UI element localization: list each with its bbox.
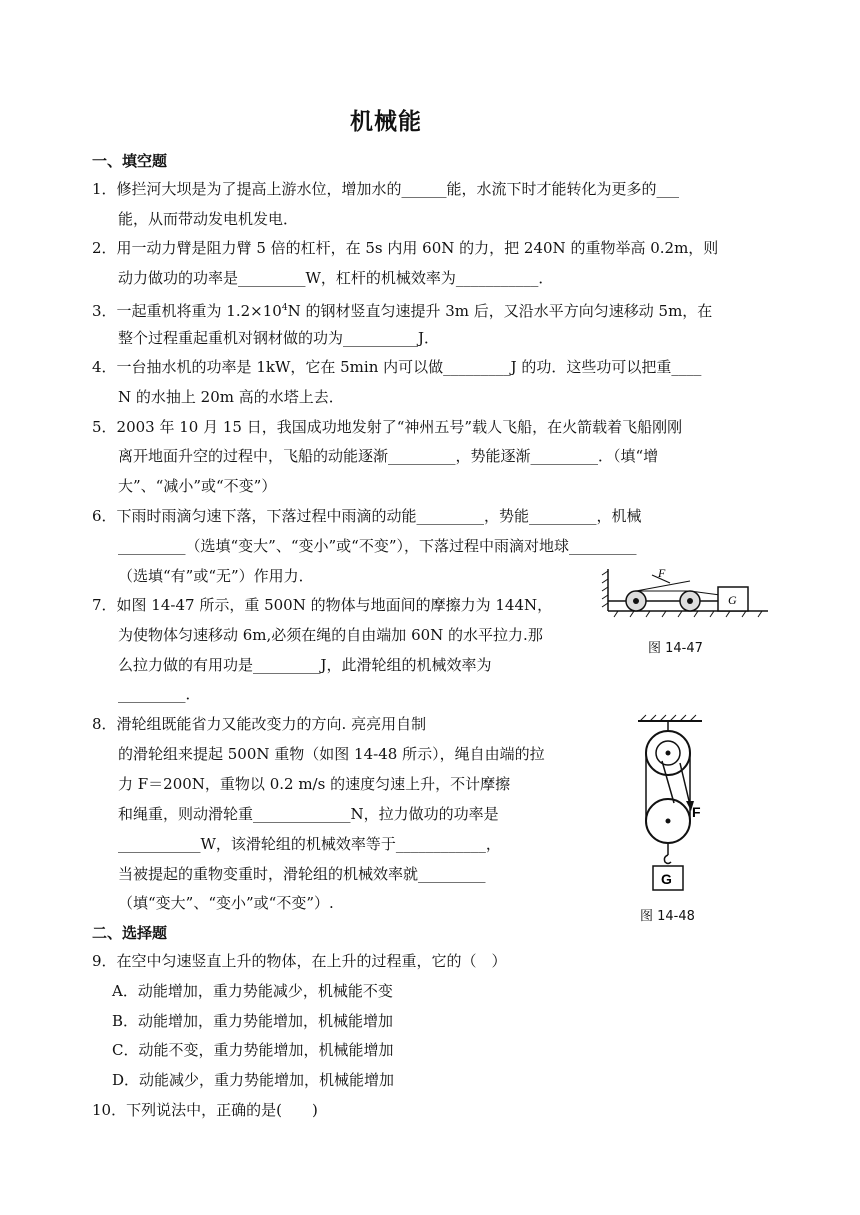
figure-14-48: [630, 713, 710, 903]
question-5-line-1: 5．2003 年 10 月 15 日，我国成功地发射了“神州五号”载人飞船，在火箭载着飞船刚刚: [92, 418, 683, 436]
pulley-right-hub: [687, 598, 693, 604]
page-title: 机械能: [350, 109, 422, 135]
rope: [636, 591, 720, 595]
question-5-line-2: 离开地面升空的过程中，飞船的动能逐渐_________，势能逐渐_________．（填“增: [118, 447, 659, 465]
question-2-line-1: 2．用一动力臂是阻力臂 5 倍的杠杆，在 5s 内用 60N 的力，把 240N 的重物举高 0.2m，则: [92, 239, 719, 257]
question-8-line-2: 的滑轮组来提起 500N 重物（如图 14-48 所示），绳自由端的拉: [118, 745, 545, 763]
weight-label: G: [661, 871, 672, 887]
hook: [664, 855, 671, 864]
question-8-line-1: 8．滑轮组既能省力又能改变力的方向. 亮亮用自制: [92, 715, 427, 733]
question-3-text-b: N 的钢材竖直匀速提升 3m 后，又沿水平方向匀速移动 5m，在: [287, 302, 713, 320]
question-8-line-5: ___________W，该滑轮组的机械效率等于____________，: [118, 835, 501, 853]
force-label: F: [658, 566, 666, 580]
question-9-stem: 9．在空中匀速竖直上升的物体，在上升的过程重，它的（ ）: [92, 952, 507, 970]
movable-pulley-hub: [666, 819, 671, 824]
question-7-line-1: 7．如图 14-47 所示，重 500N 的物体与地面间的摩擦力为 144N，: [92, 596, 553, 614]
pulley-left-hub: [633, 598, 639, 604]
section-fill-heading: 一、填空题: [92, 152, 168, 170]
question-8-line-7: （填“变大”、“变小”或“不变”）.: [118, 894, 334, 912]
question-3-line-1: [92, 297, 712, 322]
figure-14-47: [600, 565, 770, 620]
force-label: F: [692, 804, 701, 820]
question-1-line-2: 能，从而带动发电机发电．: [118, 210, 299, 228]
section-choice-heading: 二、选择题: [92, 924, 168, 942]
question-4-line-1: 4．一台抽水机的功率是 1kW，它在 5min 内可以做_________J 的功．这些功可以把重____: [92, 358, 702, 376]
question-8-line-4: 和绳重，则动滑轮重_____________N，拉力做功的功率是: [118, 805, 499, 823]
question-4-line-2: N 的水抽上 20m 高的水塔上去．: [118, 388, 344, 406]
question-10-stem: 10．下列说法中，正确的是( ): [92, 1101, 318, 1119]
question-3-line-2: 整个过程重起重机对钢材做的功为__________J．: [118, 329, 440, 347]
question-6-line-1: 6．下雨时雨滴匀速下落，下落过程中雨滴的动能_________，势能_________，机械: [92, 507, 642, 525]
question-5-line-3: 大”、“减小”或“不变”）: [118, 477, 277, 495]
figure-14-48-caption: 图 14-48: [640, 909, 695, 924]
question-8-line-6: 当被提起的重物变重时，滑轮组的机械效率就_________: [118, 865, 486, 883]
question-9-option-a: A．动能增加，重力势能减少，机械能不变: [112, 982, 393, 1000]
wall-hatch: [602, 571, 608, 607]
question-9-option-c: C．动能不变，重力势能增加，机械能增加: [112, 1041, 394, 1059]
question-7-line-2: 为使物体匀速移动 6m,必须在绳的自由端加 60N 的水平拉力.那: [118, 626, 543, 644]
question-8-line-3: 力 F＝200N，重物以 0.2 m/s 的速度匀速上升，不计摩擦: [118, 775, 511, 793]
question-2-line-2: 动力做功的功率是_________W，杠杆的机械效率为___________．: [118, 269, 554, 287]
block-label: G: [728, 593, 737, 607]
question-9-option-d: D．动能减少，重力势能增加，机械能增加: [112, 1071, 395, 1089]
free-end-rope: [680, 763, 690, 805]
question-7-line-3: 么拉力做的有用功是_________J，此滑轮组的机械效率为: [118, 656, 492, 674]
question-3-exponent: 4: [281, 303, 288, 313]
question-9-option-b: B．动能增加，重力势能增加，机械能增加: [112, 1012, 394, 1030]
ground-hatch: [614, 611, 762, 617]
question-1-line-1: 1．修拦河大坝是为了提高上游水位，增加水的______能，水流下时才能转化为更多的___: [92, 180, 680, 198]
question-6-line-3: （选填“有”或“无”）作用力．: [118, 567, 314, 585]
fixed-pulley-hub: [666, 751, 671, 756]
question-7-line-4: _________．: [118, 685, 201, 703]
pull-rope: [636, 581, 690, 591]
figure-14-47-caption: 图 14-47: [648, 641, 703, 656]
question-6-line-2: _________（选填“变大”、“变小”或“不变”），下落过程中雨滴对地球_________: [118, 537, 637, 555]
question-3-text-a: 3．一起重机将重为 1.2×10: [92, 302, 282, 320]
